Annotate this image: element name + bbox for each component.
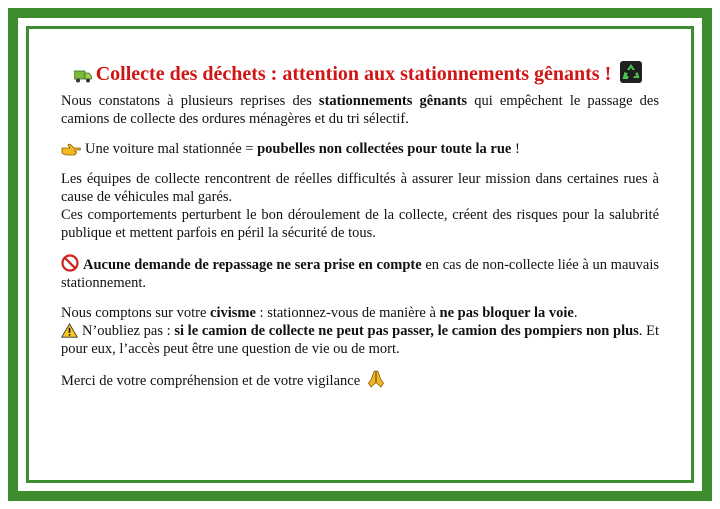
- notice-content: [61, 60, 659, 402]
- praying-hands-icon: [367, 370, 385, 388]
- paragraph-parking-issue: [61, 92, 659, 128]
- pointing-hand-icon: [61, 142, 81, 156]
- p4-bold: Aucune demande de repassage ne sera prise en compte: [83, 257, 422, 273]
- p2-text-after: !: [511, 141, 520, 157]
- delivery-truck-icon: [74, 69, 92, 83]
- warning-icon: [61, 323, 78, 338]
- p5-warn-before: N’oubliez pas :: [82, 323, 175, 339]
- p2-bold: poubelles non collectées pour toute la rue: [257, 141, 512, 157]
- p5-warn-after: . Et pour eux, l’accès peut être une question de vie ou de mort.: [61, 323, 659, 357]
- p5-line-civism: [61, 304, 659, 322]
- p5-bold-civisme: civisme: [210, 305, 256, 321]
- recycle-icon: [620, 61, 642, 83]
- p5-text-end: .: [573, 305, 578, 321]
- paragraph-no-repass: [61, 254, 659, 292]
- p5-text-before: Nous comptons sur votre: [61, 305, 211, 321]
- paragraph-thanks: [61, 370, 659, 390]
- p5-warn-bold: si le camion de collecte ne peut pas passer, le camion des pompiers non plus: [174, 323, 639, 339]
- p3-line1: Les équipes de collecte rencontrent de réelles difficultés à assurer leur mission dans certaines rues à cause de véhicules mal garés.: [61, 171, 659, 205]
- thanks-text: Merci de votre compréhension et de votre vigilance: [61, 373, 361, 389]
- p1-text-after: qui empêchent le passage des camions de collecte des ordures ménagères et du tri sélectif.: [61, 93, 659, 127]
- p5-text-middle: : stationnez-vous de manière à: [255, 305, 440, 321]
- paragraph-civism: [61, 304, 659, 358]
- p5-bold-voie: ne pas bloquer la voie: [439, 305, 574, 321]
- p1-bold: stationnements gênants: [318, 93, 468, 109]
- p3-line2: Ces comportements perturbent le bon déroulement de la collecte, créent des risques pour la salubrité publique et mettent parfois en péril la sécurité de tous.: [61, 207, 659, 241]
- p4-text-after: en cas de non-collecte liée à un mauvais stationnement.: [61, 257, 659, 291]
- p5-line-warning: [61, 322, 659, 358]
- p1-text-before: Nous constatons à plusieurs reprises des: [61, 93, 319, 109]
- prohibited-icon: [61, 254, 79, 272]
- paragraph-consequence: [61, 140, 659, 158]
- notice-title: [61, 60, 659, 88]
- title-text: Collecte des déchets : attention aux stationnements gênants !: [95, 63, 612, 85]
- p2-text-before: Une voiture mal stationnée =: [85, 141, 258, 157]
- paragraph-difficulties: [61, 170, 659, 242]
